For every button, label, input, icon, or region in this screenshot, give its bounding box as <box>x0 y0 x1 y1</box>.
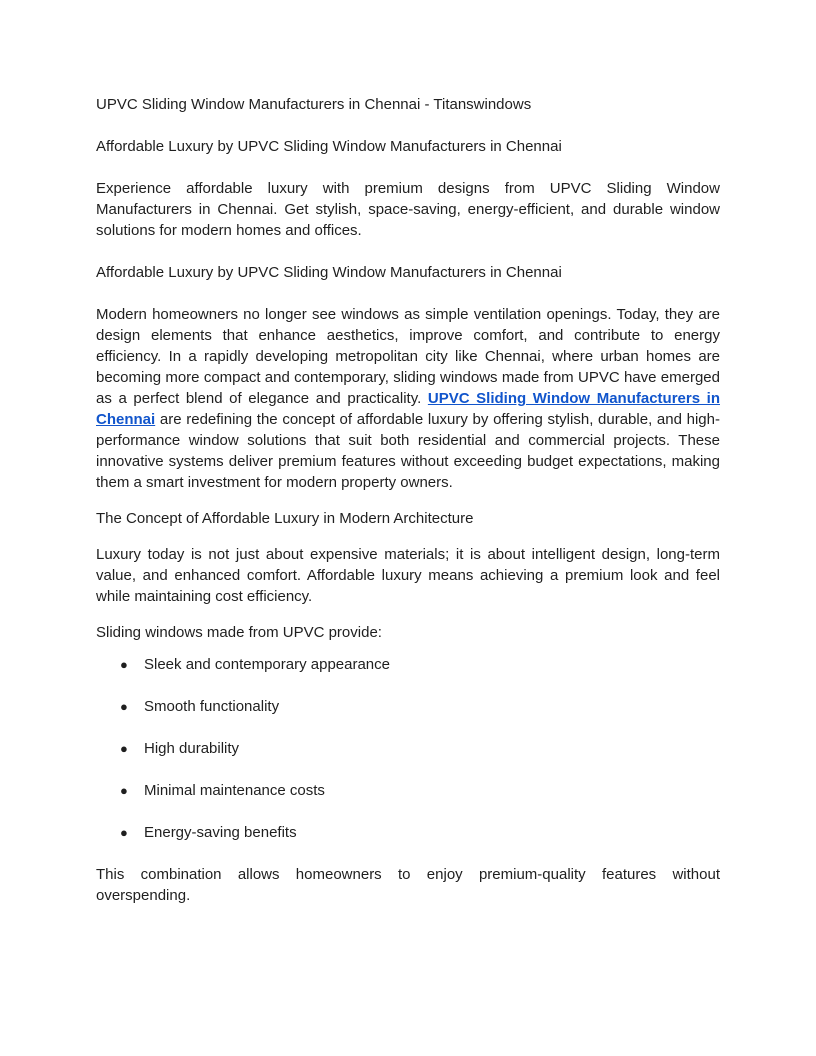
list-item-text: Energy-saving benefits <box>144 824 297 841</box>
provide-label: Sliding windows made from UPVC provide: <box>96 624 382 641</box>
list-item-text: High durability <box>144 740 240 757</box>
bullet-icon: ● <box>120 741 128 756</box>
luxury-today-paragraph: Luxury today is not just about expensive materials; it is about intelligent design, long-term value, and enhanced comfort. Affordable luxury means achieving a premium look and feel while maintaining cost efficiency. <box>96 546 720 605</box>
list-item <box>96 654 720 675</box>
paragraph-text-before-link: Modern homeowners no longer see windows as simple ventilation openings. Today, they are design elements that enhance aesthetics, improve comfort, and contribute to energy efficiency. In a rapidly developing metropolitan city like Chennai, where urban homes are becoming more compact and contemporary, sliding windows made from UPVC have emerged as a perfect blend of elegance and practicality. <box>96 306 720 407</box>
list-item <box>96 780 720 801</box>
benefits-list <box>96 654 720 843</box>
list-item <box>96 696 720 717</box>
bullet-icon: ● <box>120 783 128 798</box>
document-page <box>96 94 720 927</box>
bullet-icon: ● <box>120 699 128 714</box>
list-item-text: Sleek and contemporary appearance <box>144 656 390 673</box>
modern-homeowners-paragraph <box>96 304 720 493</box>
heading-concept: The Concept of Affordable Luxury in Modern Architecture <box>96 510 474 527</box>
bullet-icon: ● <box>120 825 128 840</box>
closing-paragraph: This combination allows homeowners to enjoy premium-quality features without overspending. <box>96 866 720 904</box>
paragraph-text-after-link: are redefining the concept of affordable luxury by offering stylish, durable, and high-performance window solutions that suit both residential and commercial projects. These innovative systems deliver premium features without exceeding budget expectations, making them a smart investment for modern property owners. <box>96 411 720 491</box>
list-item <box>96 822 720 843</box>
heading-affordable-luxury: Affordable Luxury by UPVC Sliding Window Manufacturers in Chennai <box>96 138 562 155</box>
upvc-manufacturers-link[interactable]: UPVC Sliding Window Manufacturers in Chennai <box>96 390 720 428</box>
intro-paragraph: Experience affordable luxury with premium designs from UPVC Sliding Window Manufacturers in Chennai. Get stylish, space-saving, energy-efficient, and durable window solutions for modern homes and offices. <box>96 180 720 239</box>
heading-affordable-luxury-2: Affordable Luxury by UPVC Sliding Window Manufacturers in Chennai <box>96 264 562 281</box>
document-title: UPVC Sliding Window Manufacturers in Chennai - Titanswindows <box>96 96 532 113</box>
list-item <box>96 738 720 759</box>
bullet-icon: ● <box>120 657 128 672</box>
list-item-text: Minimal maintenance costs <box>144 782 325 799</box>
list-item-text: Smooth functionality <box>144 698 280 715</box>
